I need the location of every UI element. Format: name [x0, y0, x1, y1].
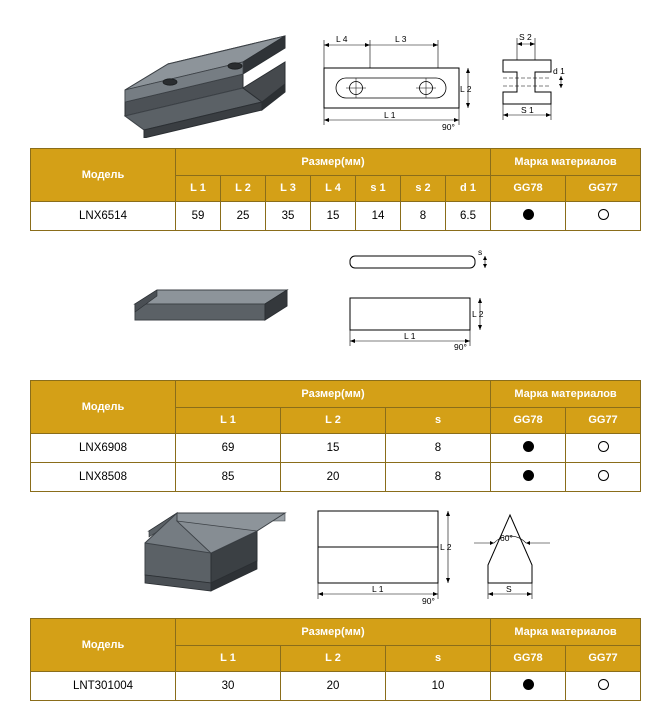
cell-l1: 30 — [176, 672, 281, 701]
open-dot-icon — [598, 679, 609, 690]
svg-text:L 1: L 1 — [384, 110, 396, 120]
table-lnt301004 — [30, 618, 641, 701]
header-s: s — [386, 645, 491, 672]
table-lnx6514-wrap — [30, 148, 641, 231]
header-l3: L 3 — [266, 175, 311, 202]
header-model: Модель — [31, 149, 176, 202]
header-gg78: GG78 — [491, 175, 566, 202]
header-l2: L 2 — [281, 645, 386, 672]
front-view-lnx69 — [340, 290, 500, 352]
table-lnx69-85 — [30, 380, 641, 492]
header-d1: d 1 — [446, 175, 491, 202]
open-dot-icon — [598, 209, 609, 220]
cell-model: LNX8508 — [31, 463, 176, 492]
open-dot-icon — [598, 470, 609, 481]
cell-gg78 — [491, 434, 566, 463]
header-gg77: GG77 — [566, 645, 641, 672]
cell-s: 8 — [386, 463, 491, 492]
top-view-lnx6514 — [310, 30, 480, 135]
header-size-group: Размер(мм) — [176, 381, 491, 408]
filled-dot-icon — [523, 441, 534, 452]
front-view-lnt301004 — [310, 503, 455, 608]
svg-text:d 1: d 1 — [553, 66, 565, 76]
svg-text:L 1: L 1 — [404, 331, 416, 341]
cell-model: LNX6514 — [31, 202, 176, 231]
svg-text:L 2: L 2 — [460, 84, 472, 94]
cell-l2: 15 — [281, 434, 386, 463]
header-l4: L 4 — [311, 175, 356, 202]
table-header-row — [31, 619, 641, 646]
header-l1: L 1 — [176, 645, 281, 672]
svg-text:90°: 90° — [422, 596, 435, 606]
cell-d1: 6.5 — [446, 202, 491, 231]
filled-dot-icon — [523, 209, 534, 220]
cell-l1: 85 — [176, 463, 281, 492]
table-header-row — [31, 381, 641, 408]
section-view-lnt301004 — [460, 503, 570, 608]
header-material-group: Марка материалов — [491, 619, 641, 646]
cell-s: 10 — [386, 672, 491, 701]
cell-l4: 15 — [311, 202, 356, 231]
header-size-group: Размер(мм) — [176, 619, 491, 646]
isometric-view-lnt301004 — [125, 505, 295, 600]
cell-gg77 — [566, 202, 641, 231]
cell-s: 8 — [386, 434, 491, 463]
svg-text:L 2: L 2 — [472, 309, 484, 319]
cell-gg78 — [491, 463, 566, 492]
header-model: Модель — [31, 381, 176, 434]
cell-gg77 — [566, 672, 641, 701]
cell-model: LNT301004 — [31, 672, 176, 701]
open-dot-icon — [598, 441, 609, 452]
filled-dot-icon — [523, 470, 534, 481]
header-model: Модель — [31, 619, 176, 672]
cell-gg77 — [566, 434, 641, 463]
table-row — [31, 202, 641, 231]
header-gg78: GG78 — [491, 407, 566, 434]
svg-text:L 2: L 2 — [440, 542, 452, 552]
header-l1: L 1 — [176, 175, 221, 202]
header-size-group: Размер(мм) — [176, 149, 491, 176]
cell-l1: 59 — [176, 202, 221, 231]
table-row — [31, 463, 641, 492]
table-lnt301004-wrap — [30, 618, 641, 701]
header-s: s — [386, 407, 491, 434]
header-gg77: GG77 — [566, 175, 641, 202]
svg-text:S: S — [506, 584, 512, 594]
table-header-row — [31, 149, 641, 176]
isometric-view-lnx6514 — [110, 18, 300, 138]
header-s2: s 2 — [401, 175, 446, 202]
side-view-lnx6514 — [495, 30, 585, 135]
cell-gg77 — [566, 463, 641, 492]
header-material-group: Марка материалов — [491, 381, 641, 408]
edge-view-lnx69 — [345, 250, 505, 278]
header-s1: s 1 — [356, 175, 401, 202]
svg-text:L 1: L 1 — [372, 584, 384, 594]
svg-text:s: s — [478, 250, 483, 257]
header-gg78: GG78 — [491, 645, 566, 672]
cell-l2: 20 — [281, 672, 386, 701]
cell-l2: 25 — [221, 202, 266, 231]
table-row — [31, 672, 641, 701]
svg-text:90°: 90° — [454, 342, 467, 352]
cell-l2: 20 — [281, 463, 386, 492]
svg-text:90°: 90° — [442, 122, 455, 132]
cell-s1: 14 — [356, 202, 401, 231]
svg-text:60°: 60° — [500, 533, 513, 543]
table-lnx69-85-wrap — [30, 380, 641, 492]
cell-l3: 35 — [266, 202, 311, 231]
header-l2: L 2 — [221, 175, 266, 202]
header-gg77: GG77 — [566, 407, 641, 434]
header-l1: L 1 — [176, 407, 281, 434]
cell-model: LNX6908 — [31, 434, 176, 463]
header-material-group: Марка материалов — [491, 149, 641, 176]
filled-dot-icon — [523, 679, 534, 690]
table-row — [31, 434, 641, 463]
isometric-view-lnx69 — [115, 278, 295, 340]
svg-text:S 1: S 1 — [521, 105, 534, 115]
cell-s2: 8 — [401, 202, 446, 231]
svg-text:L 3: L 3 — [395, 34, 407, 44]
svg-text:L 4: L 4 — [336, 34, 348, 44]
cell-gg78 — [491, 202, 566, 231]
header-l2: L 2 — [281, 407, 386, 434]
svg-text:S 2: S 2 — [519, 32, 532, 42]
table-lnx6514 — [30, 148, 641, 231]
cell-gg78 — [491, 672, 566, 701]
cell-l1: 69 — [176, 434, 281, 463]
